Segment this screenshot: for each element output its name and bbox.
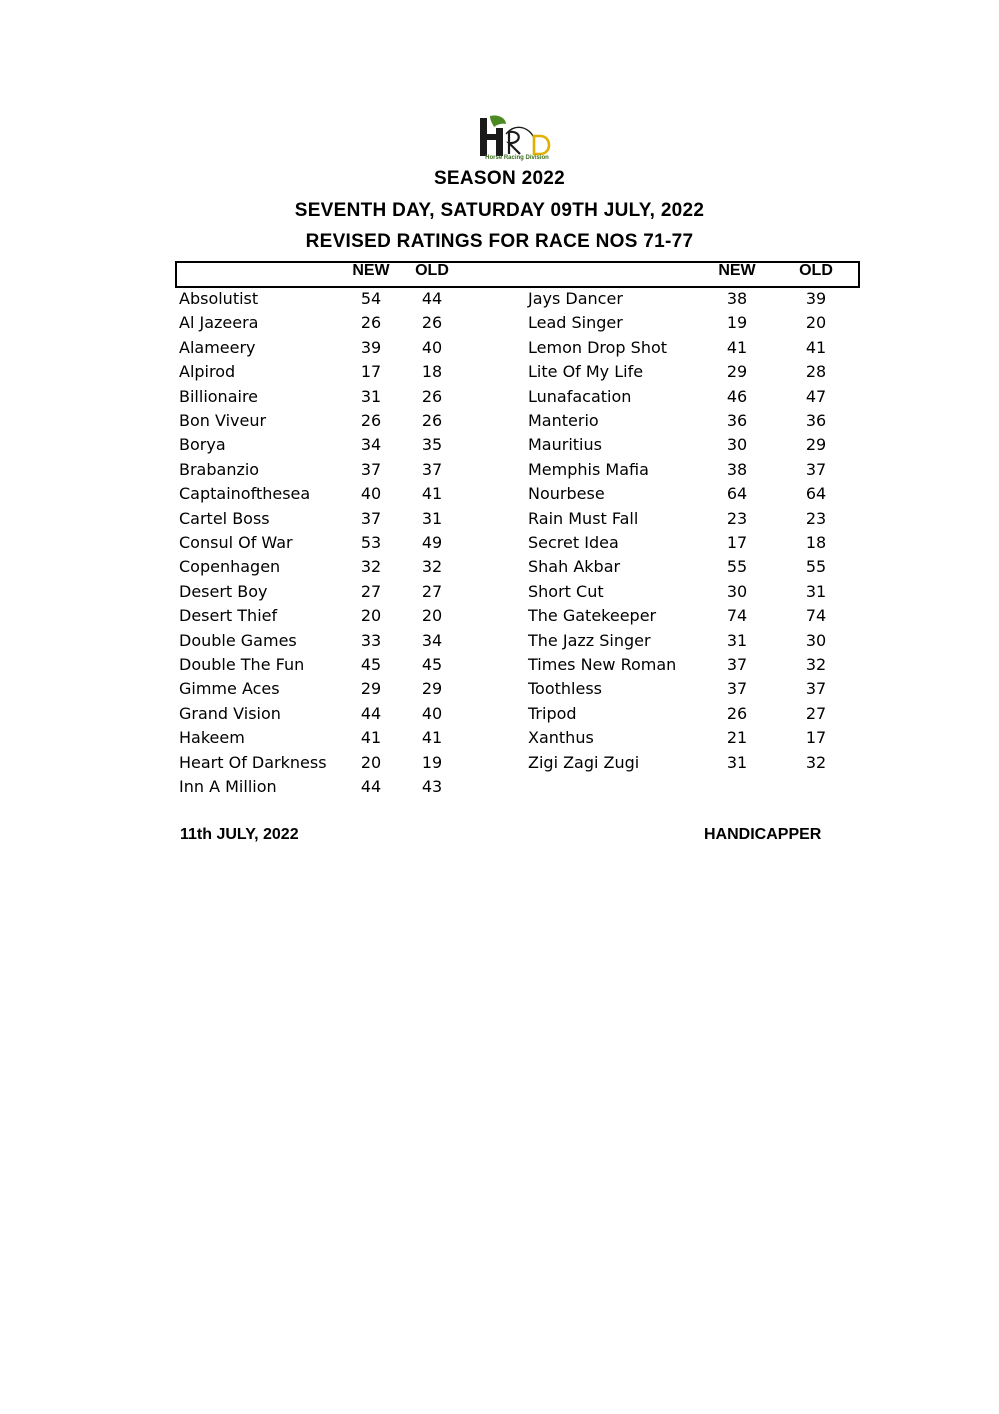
old-rating: 41 xyxy=(421,484,443,503)
old-rating: 31 xyxy=(805,582,827,601)
old-rating: 32 xyxy=(421,557,443,576)
right-old-header: OLD xyxy=(799,262,833,279)
new-rating: 44 xyxy=(360,777,382,796)
old-rating: 29 xyxy=(805,435,827,454)
old-rating: 19 xyxy=(421,753,443,772)
old-rating: 18 xyxy=(421,362,443,381)
old-rating: 27 xyxy=(421,582,443,601)
season-title: SEASON 2022 xyxy=(433,168,566,189)
horse-name: Gimme Aces xyxy=(179,679,280,698)
new-rating: 40 xyxy=(360,484,382,503)
old-rating: 44 xyxy=(421,289,443,308)
horse-name: Absolutist xyxy=(179,289,259,308)
horse-name: Hakeem xyxy=(179,728,245,747)
new-rating: 23 xyxy=(726,509,748,528)
horse-name: The Gatekeeper xyxy=(528,606,657,625)
new-rating: 17 xyxy=(360,362,382,381)
new-rating: 74 xyxy=(726,606,748,625)
horse-name: Lead Singer xyxy=(528,313,623,332)
horse-name: Xanthus xyxy=(528,728,594,747)
horse-name: Memphis Mafia xyxy=(528,460,649,479)
new-rating: 32 xyxy=(360,557,382,576)
new-rating: 17 xyxy=(726,533,748,552)
old-rating: 47 xyxy=(805,387,827,406)
horse-name: Jays Dancer xyxy=(528,289,623,308)
new-rating: 20 xyxy=(360,606,382,625)
old-rating: 32 xyxy=(805,753,827,772)
old-rating: 37 xyxy=(805,460,827,479)
new-rating: 64 xyxy=(726,484,748,503)
new-rating: 19 xyxy=(726,313,748,332)
horse-name: Desert Thief xyxy=(179,606,278,625)
new-rating: 38 xyxy=(726,460,748,479)
old-rating: 20 xyxy=(805,313,827,332)
horse-name: Billionaire xyxy=(179,387,259,406)
horse-name: Alameery xyxy=(179,338,256,357)
horse-name: Double The Fun xyxy=(179,655,305,674)
old-rating: 40 xyxy=(421,338,443,357)
old-rating: 36 xyxy=(805,411,827,430)
horse-name: Manterio xyxy=(528,411,599,430)
ratings-title: REVISED RATINGS FOR RACE NOS 71-77 xyxy=(305,231,694,252)
new-rating: 21 xyxy=(726,728,748,747)
new-rating: 27 xyxy=(360,582,382,601)
horse-name: Tripod xyxy=(528,704,577,723)
new-rating: 37 xyxy=(726,655,748,674)
footer-signatory: HANDICAPPER xyxy=(704,826,822,843)
horse-name: Heart Of Darkness xyxy=(179,753,327,772)
horse-name: Double Games xyxy=(179,631,297,650)
old-rating: 17 xyxy=(805,728,827,747)
old-rating: 27 xyxy=(805,704,827,723)
new-rating: 26 xyxy=(726,704,748,723)
old-rating: 39 xyxy=(805,289,827,308)
old-rating: 37 xyxy=(421,460,443,479)
new-rating: 39 xyxy=(360,338,382,357)
left-old-header: OLD xyxy=(415,262,449,279)
footer-date: 11th JULY, 2022 xyxy=(180,826,299,843)
old-rating: 26 xyxy=(421,313,443,332)
old-rating: 20 xyxy=(421,606,443,625)
new-rating: 29 xyxy=(726,362,748,381)
new-rating: 20 xyxy=(360,753,382,772)
horse-name: Nourbese xyxy=(528,484,605,503)
race-day-title: SEVENTH DAY, SATURDAY 09TH JULY, 2022 xyxy=(294,200,705,221)
new-rating: 30 xyxy=(726,582,748,601)
horse-name: Consul Of War xyxy=(179,533,293,552)
old-rating: 55 xyxy=(805,557,827,576)
new-rating: 45 xyxy=(360,655,382,674)
old-rating: 26 xyxy=(421,387,443,406)
horse-name: Short Cut xyxy=(528,582,604,601)
horse-name: Mauritius xyxy=(528,435,602,454)
new-rating: 33 xyxy=(360,631,382,650)
horse-name: Rain Must Fall xyxy=(528,509,639,528)
horse-name: Cartel Boss xyxy=(179,509,270,528)
horse-name: Al Jazeera xyxy=(179,313,259,332)
horse-name: The Jazz Singer xyxy=(528,631,651,650)
horse-name: Lemon Drop Shot xyxy=(528,338,668,357)
new-rating: 46 xyxy=(726,387,748,406)
horse-name: Zigi Zagi Zugi xyxy=(528,753,640,772)
old-rating: 34 xyxy=(421,631,443,650)
new-rating: 41 xyxy=(726,338,748,357)
old-rating: 26 xyxy=(421,411,443,430)
old-rating: 30 xyxy=(805,631,827,650)
old-rating: 64 xyxy=(805,484,827,503)
old-rating: 41 xyxy=(805,338,827,357)
logo-caption: Horse Racing Division xyxy=(485,155,549,161)
new-rating: 31 xyxy=(360,387,382,406)
new-rating: 34 xyxy=(360,435,382,454)
horse-name: Inn A Million xyxy=(179,777,277,796)
new-rating: 30 xyxy=(726,435,748,454)
old-rating: 41 xyxy=(421,728,443,747)
new-rating: 38 xyxy=(726,289,748,308)
new-rating: 36 xyxy=(726,411,748,430)
old-rating: 23 xyxy=(805,509,827,528)
old-rating: 28 xyxy=(805,362,827,381)
old-rating: 18 xyxy=(805,533,827,552)
horse-name: Toothless xyxy=(528,679,603,698)
horse-name: Desert Boy xyxy=(179,582,268,601)
old-rating: 37 xyxy=(805,679,827,698)
new-rating: 29 xyxy=(360,679,382,698)
new-rating: 53 xyxy=(360,533,382,552)
new-rating: 55 xyxy=(726,557,748,576)
new-rating: 26 xyxy=(360,411,382,430)
old-rating: 74 xyxy=(805,606,827,625)
old-rating: 40 xyxy=(421,704,443,723)
new-rating: 37 xyxy=(726,679,748,698)
old-rating: 31 xyxy=(421,509,443,528)
new-rating: 31 xyxy=(726,753,748,772)
horse-name: Borya xyxy=(179,435,226,454)
old-rating: 29 xyxy=(421,679,443,698)
new-rating: 41 xyxy=(360,728,382,747)
new-rating: 31 xyxy=(726,631,748,650)
horse-name: Captainofthesea xyxy=(179,484,311,503)
new-rating: 26 xyxy=(360,313,382,332)
old-rating: 45 xyxy=(421,655,443,674)
horse-name: Lite Of My Life xyxy=(528,362,644,381)
horse-name: Shah Akbar xyxy=(528,557,621,576)
horse-name: Times New Roman xyxy=(528,655,677,674)
old-rating: 43 xyxy=(421,777,443,796)
left-new-header: NEW xyxy=(352,262,390,279)
new-rating: 54 xyxy=(360,289,382,308)
old-rating: 35 xyxy=(421,435,443,454)
old-rating: 32 xyxy=(805,655,827,674)
horse-name: Secret Idea xyxy=(528,533,619,552)
new-rating: 44 xyxy=(360,704,382,723)
horse-name: Bon Viveur xyxy=(179,411,267,430)
horse-name: Brabanzio xyxy=(179,460,260,479)
horse-name: Lunafacation xyxy=(528,387,632,406)
horse-name: Grand Vision xyxy=(179,704,281,723)
right-new-header: NEW xyxy=(718,262,756,279)
horse-name: Copenhagen xyxy=(179,557,281,576)
new-rating: 37 xyxy=(360,509,382,528)
new-rating: 37 xyxy=(360,460,382,479)
old-rating: 49 xyxy=(421,533,443,552)
horse-name: Alpirod xyxy=(179,362,236,381)
